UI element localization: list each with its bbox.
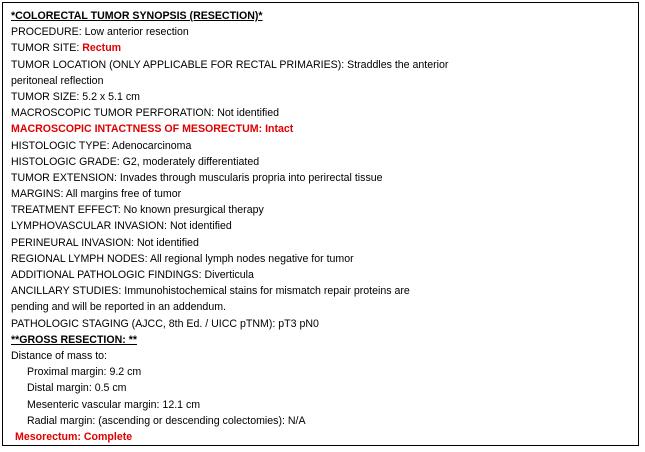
histologic-grade-label: HISTOLOGIC GRADE: [11, 155, 120, 168]
tumor-size-row [11, 89, 571, 105]
tumor-extension-value: Invades through muscularis propria into perirectal tissue [119, 171, 383, 184]
tumor-location-continuation: peritoneal reflection [11, 74, 104, 87]
staging-value: pT3 pN0 [278, 317, 319, 330]
mesenteric-margin-label: Mesenteric vascular margin: [27, 398, 160, 411]
mesenteric-margin-row [11, 397, 571, 413]
margins-value: All margins free of tumor [65, 188, 182, 201]
lymph-nodes-value: All regional lymph nodes negative for tumor [149, 252, 354, 265]
tumor-site-label: TUMOR SITE: [11, 42, 80, 55]
mesorectum-intactness-row [11, 121, 571, 137]
histologic-type-row [11, 138, 571, 154]
margins-row [11, 186, 571, 202]
staging-label: PATHOLOGIC STAGING (AJCC, 8th Ed. / UICC pTNM): [11, 317, 276, 330]
tumor-site-row [11, 40, 571, 56]
radial-margin-row [11, 413, 571, 429]
mesenteric-margin-value: 12.1 cm [162, 398, 201, 411]
perineural-row [11, 235, 571, 251]
mesorectum-intactness-value: Intact [265, 123, 294, 136]
ancillary-studies-value: Immunohistochemical stains for mismatch repair proteins are [124, 285, 410, 298]
additional-findings-row [11, 267, 571, 283]
procedure-value: Low anterior resection [84, 26, 189, 39]
ancillary-studies-label: ANCILLARY STUDIES: [11, 285, 122, 298]
mesorectum-complete: Mesorectum: Complete [15, 430, 133, 443]
tumor-location-value: Straddles the anterior [347, 58, 449, 71]
ancillary-studies-row [11, 283, 571, 299]
lymph-nodes-label: REGIONAL LYMPH NODES: [11, 252, 148, 265]
radial-margin-label: Radial margin: [27, 414, 96, 427]
tumor-site-value: Rectum [82, 42, 122, 55]
procedure-label: PROCEDURE: [11, 26, 82, 39]
ancillary-studies-continuation: pending and will be reported in an addendum. [11, 301, 226, 314]
mesorectum-intactness-label: MACROSCOPIC INTACTNESS OF MESORECTUM: [11, 123, 263, 136]
distal-margin-value: 0.5 cm [94, 382, 127, 395]
histologic-type-label: HISTOLOGIC TYPE: [11, 139, 110, 152]
radial-margin-value: (ascending or descending colectomies): N/A [98, 414, 306, 427]
perforation-row [11, 105, 571, 121]
staging-row [11, 316, 571, 332]
synopsis-content [11, 8, 571, 445]
perineural-value: Not identified [137, 236, 199, 249]
perforation-label: MACROSCOPIC TUMOR PERFORATION: [11, 107, 215, 120]
lymphovascular-label: LYMPHOVASCULAR INVASION: [11, 220, 167, 233]
gross-resection-heading: **GROSS RESECTION: ** [11, 333, 137, 346]
histologic-type-value: Adenocarcinoma [111, 139, 192, 152]
additional-findings-label: ADDITIONAL PATHOLOGIC FINDINGS: [11, 269, 202, 281]
lymphovascular-row [11, 218, 571, 234]
lymphovascular-value: Not identified [169, 220, 232, 233]
margins-label: MARGINS: [11, 188, 64, 201]
distance-label: Distance of mass to: [11, 349, 107, 362]
report-frame [2, 2, 639, 446]
distal-margin-row [11, 380, 571, 396]
histologic-grade-value: G2, moderately differentiated [122, 155, 260, 168]
tumor-size-value: 5.2 x 5.1 cm [82, 90, 140, 103]
treatment-effect-value: No known presurgical therapy [123, 204, 264, 217]
histologic-grade-row [11, 154, 571, 170]
distal-margin-label: Distal margin: [27, 382, 92, 395]
proximal-margin-row [11, 364, 571, 380]
lymph-nodes-row [11, 251, 571, 267]
synopsis-heading: *COLORECTAL TUMOR SYNOPSIS (RESECTION)* [11, 10, 263, 22]
tumor-location-label: TUMOR LOCATION (ONLY APPLICABLE FOR RECTAL PRIMARIES): [11, 58, 345, 71]
additional-findings-value: Diverticula [204, 269, 254, 281]
proximal-margin-value: 9.2 cm [109, 366, 142, 379]
tumor-extension-row [11, 170, 571, 186]
proximal-margin-label: Proximal margin: [27, 366, 107, 379]
treatment-effect-row [11, 202, 571, 218]
perineural-label: PERINEURAL INVASION: [11, 236, 135, 249]
tumor-extension-label: TUMOR EXTENSION: [11, 171, 117, 184]
procedure-row [11, 24, 571, 40]
tumor-size-label: TUMOR SIZE: [11, 90, 80, 103]
tumor-location-row [11, 57, 571, 73]
treatment-effect-label: TREATMENT EFFECT: [11, 204, 121, 217]
perforation-value: Not identified [217, 107, 280, 120]
